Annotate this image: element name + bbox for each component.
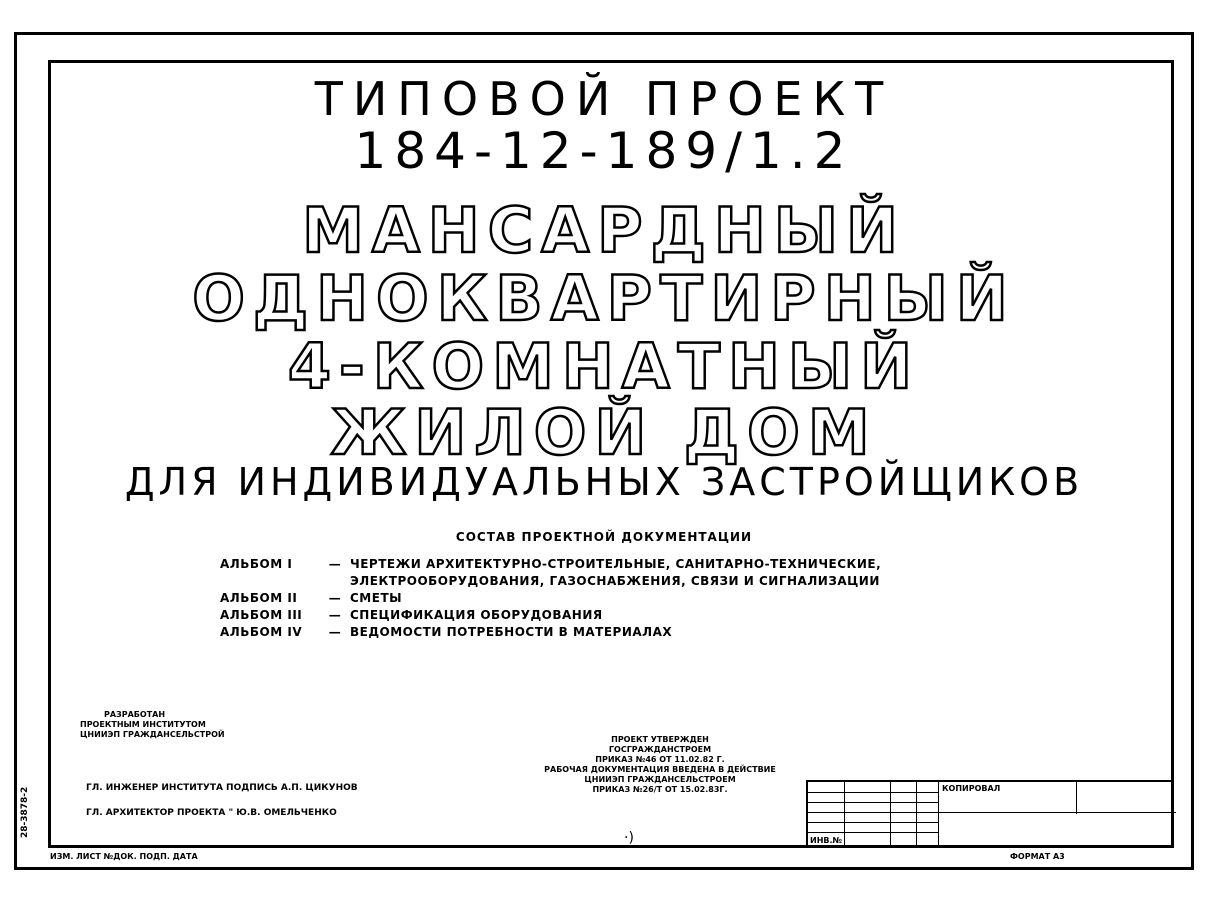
composition-title: СОСТАВ ПРОЕКТНОЙ ДОКУМЕНТАЦИИ	[455, 530, 753, 544]
album-dash: —	[328, 591, 342, 605]
stamp-divider	[808, 802, 938, 803]
album-dash: —	[328, 557, 342, 571]
stamp-divider	[938, 782, 939, 848]
approval-line: ГОСГРАЖДАНСТРОЕМ	[608, 745, 712, 754]
side-code: 28-3878-2	[20, 786, 30, 838]
main-title-line-3: 4-КОМНАТНЫЙ	[287, 330, 921, 403]
album-label: АЛЬБОМ III	[220, 608, 303, 622]
album-text: ЧЕРТЕЖИ АРХИТЕКТУРНО-СТРОИТЕЛЬНЫЕ, САНИТАРНО-ТЕХНИЧЕСКИЕ, ЭЛЕКТРООБОРУДОВАНИЯ, ГАЗОСНАБЖЕНИЯ, СВЯЗИ И СИГНАЛИЗАЦИИ	[350, 557, 882, 588]
approval-line: ПРИКАЗ №26/Т ОТ 15.02.83Г.	[592, 785, 728, 794]
album-dash: —	[328, 608, 342, 622]
stamp-divider	[808, 832, 938, 833]
album-label: АЛЬБОМ II	[220, 591, 298, 605]
stamp-divider	[808, 822, 938, 823]
approval-line: ПРОЕКТ УТВЕРЖДЕН	[611, 735, 709, 744]
ink-mark: ·)	[624, 830, 634, 846]
album-label: АЛЬБОМ IV	[220, 625, 303, 639]
album-text: СМЕТЫ	[350, 591, 403, 605]
album-row	[220, 590, 1050, 607]
album-row	[220, 624, 1050, 641]
albums-list	[220, 556, 1050, 641]
title-block-stamp	[806, 780, 1174, 848]
stamp-divider	[1076, 782, 1077, 814]
album-label: АЛЬБОМ I	[220, 557, 293, 571]
stamp-divider	[808, 792, 938, 793]
stamp-bottom-left: ИЗМ. ЛИСТ №ДОК. ПОДП. ДАТА	[50, 852, 198, 861]
album-text: СПЕЦИФИКАЦИЯ ОБОРУДОВАНИЯ	[350, 608, 603, 622]
copied-label: КОПИРОВАЛ	[942, 784, 1001, 793]
approval-line: ЦНИИЭП ГРАЖДАНСЕЛЬСТРОЕМ	[584, 775, 736, 784]
album-text: ВЕДОМОСТИ ПОТРЕБНОСТИ В МАТЕРИАЛАХ	[350, 625, 673, 639]
developer-line: ПРОЕКТНЫМ ИНСТИТУТОМ	[80, 720, 206, 729]
album-row	[220, 607, 1050, 624]
developer-block	[80, 710, 225, 740]
main-subtitle: ДЛЯ ИНДИВИДУАЛЬНЫХ ЗАСТРОЙЩИКОВ	[124, 460, 1084, 504]
approval-line: РАБОЧАЯ ДОКУМЕНТАЦИЯ ВВЕДЕНА В ДЕЙСТВИЕ	[544, 765, 776, 774]
inventory-label: ИНВ.№	[810, 836, 843, 845]
developer-line: ЦНИИЭП ГРАЖДАНСЕЛЬСТРОЙ	[80, 730, 225, 739]
approval-line: ПРИКАЗ №46 ОТ 11.02.82 Г.	[595, 755, 725, 764]
main-title-line-1: МАНСАРДНЫЙ	[302, 194, 906, 267]
stamp-bottom-right: ФОРМАТ А3	[1010, 852, 1065, 861]
album-row	[220, 556, 1050, 590]
chief-engineer-signature: ГЛ. ИНЖЕНЕР ИНСТИТУТА ПОДПИСЬ А.П. ЦИКУНОВ	[86, 783, 358, 793]
main-title-line-2: ОДНОКВАРТИРНЫЙ	[192, 262, 1016, 335]
album-dash: —	[328, 625, 342, 639]
developer-line: РАЗРАБОТАН	[104, 710, 166, 719]
project-type-title: ТИПОВОЙ ПРОЕКТ	[314, 72, 894, 126]
main-title-line-4: ЖИЛОЙ ДОМ	[330, 396, 878, 469]
approval-block	[520, 735, 800, 795]
stamp-divider	[808, 812, 1176, 813]
project-number: 184-12-189/1.2	[354, 122, 854, 180]
chief-architect-signature: ГЛ. АРХИТЕКТОР ПРОЕКТА " Ю.В. ОМЕЛЬЧЕНКО	[86, 808, 337, 818]
